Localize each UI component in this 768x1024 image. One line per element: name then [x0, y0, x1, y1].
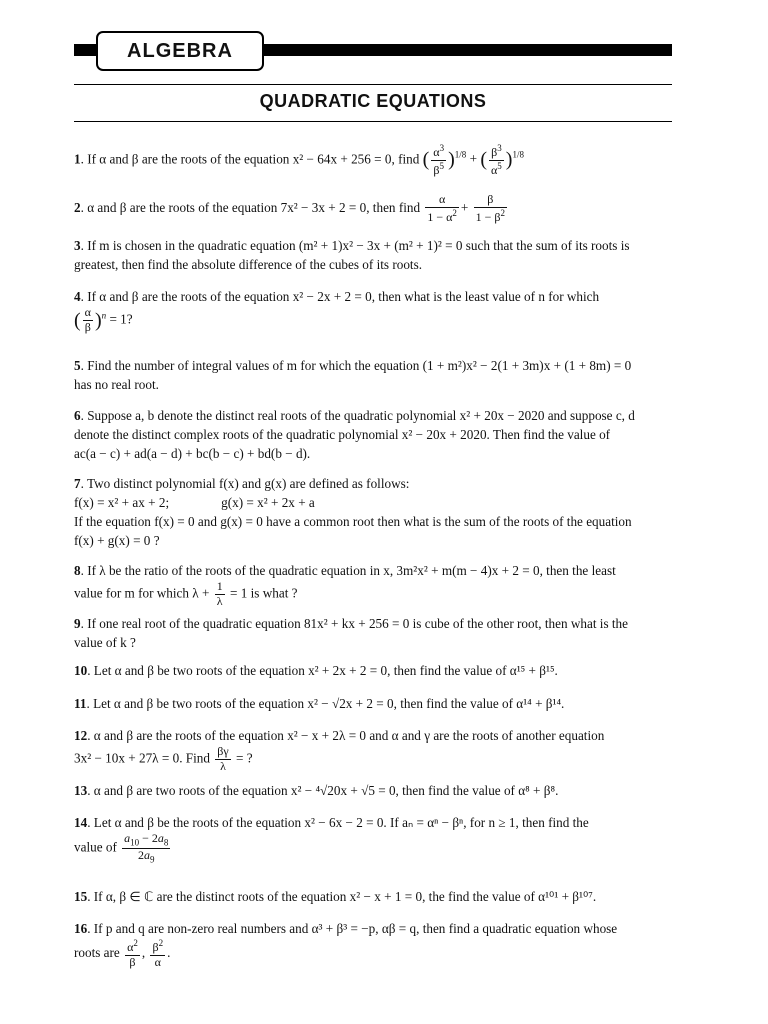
question-text-cont: = ? [236, 750, 253, 766]
question-text-cont: value of [74, 839, 117, 855]
question-text-cont: 3x² − 10x + 27λ = 0. Find [74, 750, 210, 766]
question-1 [74, 143, 694, 178]
question-12 [74, 726, 694, 774]
function-g: g(x) = x² + 2x + a [221, 495, 315, 511]
question-text-cont: f(x) + g(x) = 0 ? [74, 533, 160, 549]
expression: $\frac{\alpha}{1 - \alpha^2}$ + $\frac{\beta}{1 - \beta^2}$ [427, 192, 506, 224]
question-11 [74, 694, 694, 713]
top-rule [74, 84, 672, 85]
question-text-cont: has no real root. [74, 377, 159, 393]
question-text-cont: greatest, then find the absolute difference of the cubes of its roots. [74, 257, 423, 273]
expression: $\frac{a_{10} - 2a_8}{2a_9}$ [124, 831, 169, 865]
question-16 [74, 919, 694, 970]
question-number: 13 [74, 783, 88, 798]
question-text: . Let α and β be two roots of the equation x² + 2x + 2 = 0, then find the value of α¹⁵ + β¹⁵. [87, 663, 558, 678]
expression: ( $\frac{\alpha}{\beta}$ )$^n$ [74, 305, 107, 335]
question-4 [74, 287, 694, 335]
question-text: . α and β are the roots of the equation x² − x + 2λ = 0 and α and γ are the roots of another equation [87, 728, 605, 743]
question-text: . If m is chosen in the quadratic equation (m² + 1)x² − 3x + (m² + 1)² = 0 such that the sum of its roots is [80, 238, 630, 253]
subject-label: ALGEBRA [96, 31, 264, 71]
question-text-cont: roots are [74, 944, 120, 960]
question-6 [74, 406, 694, 463]
question-text: . If λ be the ratio of the roots of the quadratic equation in x, 3m²x² + m(m − 4)x + 2 = 0, then the least [80, 563, 616, 578]
question-number: 7 [74, 476, 81, 491]
question-number: 6 [74, 408, 81, 423]
question-text: . Let α and β be the roots of the equation x² − 6x − 2 = 0. If aₙ = αⁿ − βⁿ, for n ≥ 1, then find the [87, 815, 589, 830]
function-f: f(x) = x² + ax + 2; [74, 495, 170, 511]
question-number: 5 [74, 358, 81, 373]
question-number: 1 [74, 151, 81, 167]
question-number: 8 [74, 563, 81, 578]
question-text: . α and β are the roots of the equation 7x² − 3x + 2 = 0, then find [80, 199, 421, 215]
question-5 [74, 356, 694, 394]
question-number: 3 [74, 238, 81, 253]
page-title: QUADRATIC EQUATIONS [259, 91, 487, 111]
question-text: . α and β are two roots of the equation x² − ⁴√20x + √5 = 0, then find the value of α⁸ + β⁸. [87, 783, 559, 798]
question-text: . If α, β ∈ ℂ are the distinct roots of the equation x² − x + 1 = 0, the find the value of α¹⁰¹ + β¹⁰⁷. [87, 889, 597, 904]
question-3 [74, 236, 694, 274]
question-text-cont: value of k ? [74, 635, 136, 651]
question-number: 2 [74, 199, 81, 215]
question-number: 4 [74, 289, 81, 304]
question-text: . Let α and β be two roots of the equation x² − √2x + 2 = 0, then find the value of α¹⁴ + β¹⁴. [86, 696, 565, 711]
question-number: 15 [74, 889, 88, 904]
question-number: 14 [74, 815, 88, 830]
question-7 [74, 474, 694, 551]
question-2 [74, 193, 694, 225]
question-text-cont: ac(a − c) + ad(a − d) + bc(b − c) + bd(b − d). [74, 446, 311, 462]
question-number: 16 [74, 921, 88, 936]
question-text: . Suppose a, b denote the distinct real roots of the quadratic polynomial x² + 20x − 2020 and suppose c, d [80, 408, 635, 423]
question-text: . If α and β are the roots of the equation x² − 64x + 256 = 0, find [80, 151, 420, 167]
question-text-cont: = 1 is what ? [230, 585, 298, 601]
question-14 [74, 813, 694, 865]
question-10 [74, 661, 694, 680]
question-text: . Find the number of integral values of m for which the equation (1 + m²)x² − 2(1 + 3m)x + (1 + 8m) = 0 [80, 358, 632, 373]
question-text: . If p and q are non-zero real numbers and α³ + β³ = −p, αβ = q, then find a quadratic equation whose [87, 921, 618, 936]
expression: ( $\frac{\alpha^3}{\beta^5}$ )$^{1/8}$ + ( $\frac{\beta^3}{\alpha^5}$ )$^{1/8}$ [422, 143, 524, 177]
question-text-cont: = 1? [109, 311, 133, 327]
question-13 [74, 781, 694, 800]
question-text: . Two distinct polynomial f(x) and g(x) are defined as follows: [80, 476, 410, 491]
question-number: 10 [74, 663, 88, 678]
question-text-cont: If the equation f(x) = 0 and g(x) = 0 have a common root then what is the sum of the roots of the equation [74, 514, 632, 530]
question-text-cont: value for m for which λ + [74, 585, 210, 601]
question-15 [74, 887, 694, 906]
title-rule [74, 121, 672, 122]
question-number: 12 [74, 728, 88, 743]
expression: $\frac{1}{\lambda}$ [216, 579, 223, 608]
expression: $\frac{\beta\gamma}{\lambda}$ [217, 744, 229, 773]
question-text-cont: denote the distinct complex roots of the quadratic polynomial x² − 20x + 2020. Then find the value of [74, 427, 611, 443]
question-9 [74, 614, 694, 652]
question-8 [74, 561, 694, 609]
question-number: 11 [74, 696, 87, 711]
expression: $\frac{\alpha^2}{\beta}$ , $\frac{\beta^2}{\alpha}$ . [127, 938, 171, 969]
question-text: . If one real root of the quadratic equation 81x² + kx + 256 = 0 is cube of the other root, then what is the [80, 616, 628, 631]
question-number: 9 [74, 616, 81, 631]
question-text: . If α and β are the roots of the equation x² − 2x + 2 = 0, then what is the least value of n for which [80, 289, 600, 304]
